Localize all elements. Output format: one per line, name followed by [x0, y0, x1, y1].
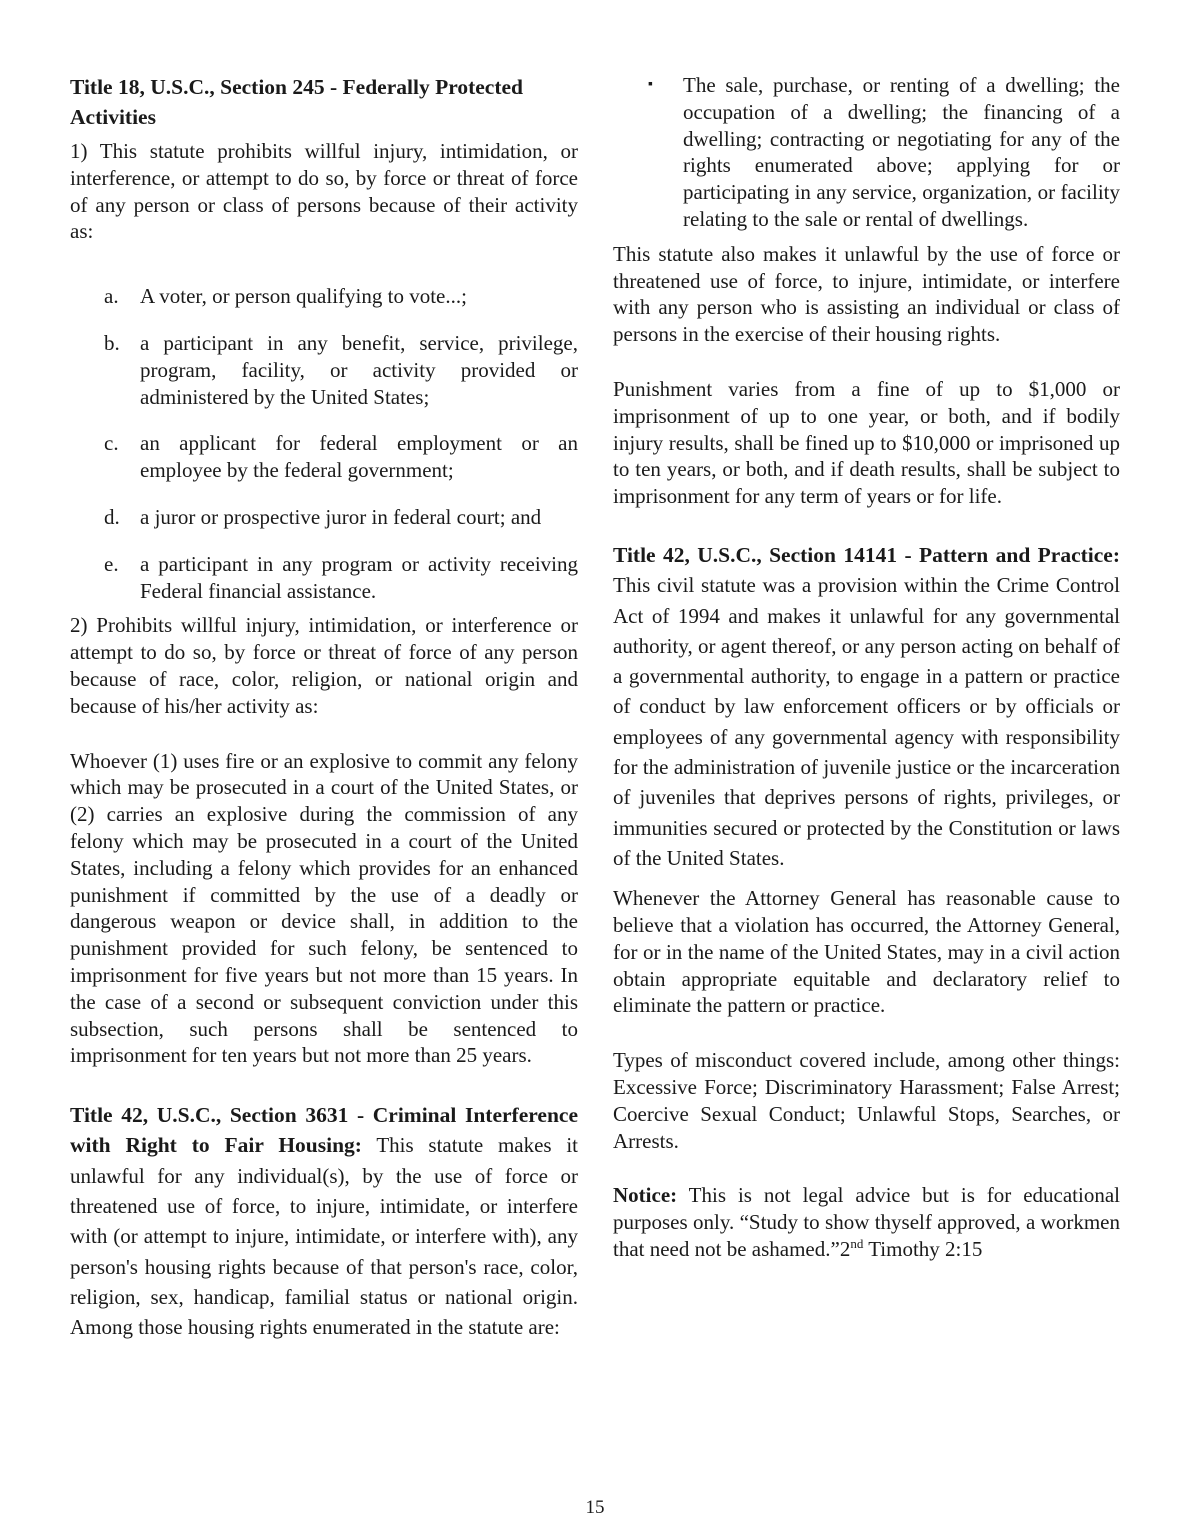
bullet-marker: ▪: [648, 77, 653, 92]
housing-rights-bullet: [613, 72, 1120, 233]
list-marker: c.: [104, 431, 119, 456]
protected-activities-list: [70, 283, 578, 604]
list-item-text: a juror or prospective juror in federal court; and: [140, 504, 542, 529]
assisting-paragraph: This statute also makes it unlawful by the use of force or threatened use of force, to injure, intimidate, or interfere with any person who is assisting an individual or class of persons in the exercise of their housing rights.: [613, 241, 1120, 347]
list-marker: e.: [104, 551, 119, 576]
list-marker: b.: [104, 330, 120, 355]
page-number: 15: [585, 1497, 605, 1518]
list-item: [70, 330, 578, 410]
section-3631-heading: Title 42, U.S.C., Section 3631 - Criminal Interference with Right to Fair Housing:: [70, 1103, 578, 1158]
misconduct-types-paragraph: Types of misconduct covered include, among other things: Excessive Force; Discriminatory Harassment; False Arrest; Coercive Sexual Conduct; Unlawful Stops, Searches, or Arrests.: [613, 1048, 1120, 1153]
section-3631-paragraph: [70, 1100, 578, 1342]
section-14141-text: This civil statute was a provision within the Crime Control Act of 1994 and makes it unlawful for any governmental authority, or agent thereof, or any person acting on behalf of a governmental authority, to engage in a pattern or practice of conduct by law enforcement officers or by officials or employees of any governmental agency with responsibility for the administration of juvenile justice or the incarceration of juveniles that deprives persons of rights, privileges, or immunities secured or protected by the Constitution or laws of the United States.: [613, 573, 1120, 870]
explosives-paragraph: Whoever (1) uses fire or an explosive to commit any felony which may be prosecuted in a court of the United States, or (2) carries an explosive during the commission of any felony which may be prosecuted in a court of the United States, including a felony which provides for an enhanced punishment if committed by the use of a deadly or dangerous weapon or device shall, in addition to the punishment provided for such felony, be sentenced to imprisonment for five years but not more than 15 years. In the case of a second or subsequent conviction under this subsection, such persons shall be sentenced to imprisonment for ten years but not more than 25 years.: [70, 748, 578, 1068]
right-column: [613, 72, 1120, 1263]
notice-text: This is not legal advice but is for educational purposes only. “Study to show thyself approved, a workmen that need not be ashamed.”2: [613, 1183, 1120, 1261]
punishment-paragraph: Punishment varies from a fine of up to $1,000 or imprisonment of up to one year, or both, and if bodily injury results, shall be fined up to $10,000 or imprisoned up to ten years, or both, and if death results, shall be subject to imprisonment for any term of years or for life.: [613, 376, 1120, 509]
list-item: [70, 430, 578, 484]
list-item-text: A voter, or person qualifying to vote...;: [140, 284, 467, 309]
section-245-paragraph-2: 2) Prohibits willful injury, intimidation, or interference or attempt to do so, by force or threat of force of any person because of race, color, religion, or national origin and because of his/her activity as:: [70, 613, 578, 718]
section-245-paragraph-1: 1) This statute prohibits willful injury, intimidation, or interference, or attempt to do so, by force or threat of force of any person or class of persons because of their activity as:: [70, 139, 578, 244]
notice-superscript: nd: [850, 1235, 864, 1251]
list-marker: d.: [104, 504, 120, 529]
section-14141-paragraph: [613, 540, 1120, 873]
section-14141-heading: Title 42, U.S.C., Section 14141 - Pattern and Practice:: [613, 542, 1120, 567]
bullet-text: The sale, purchase, or renting of a dwelling; the occupation of a dwelling; the financing of a dwelling; contracting or negotiating for any of the rights enumerated above; applying for or participating in any service, organization, or facility relating to the sale or rental of dwellings.: [683, 73, 1120, 231]
left-column: [70, 72, 578, 1342]
notice-paragraph: [613, 1182, 1120, 1262]
list-item-text: a participant in any program or activity receiving Federal financial assistance.: [140, 551, 578, 603]
list-item: [70, 283, 578, 310]
list-item-text: a participant in any benefit, service, privilege, program, facility, or activity provided or administered by the United States;: [140, 330, 578, 409]
notice-reference: Timothy 2:15: [863, 1236, 983, 1261]
list-marker: a.: [104, 284, 119, 309]
notice-label: Notice:: [613, 1183, 678, 1208]
attorney-general-paragraph: Whenever the Attorney General has reasonable cause to believe that a violation has occurred, the Attorney General, for or in the name of the United States, may in a civil action obtain appropriate equitable and declaratory relief to eliminate the pattern or practice.: [613, 886, 1120, 1018]
list-item: [70, 504, 578, 531]
list-item-text: an applicant for federal employment or an employee by the federal government;: [140, 431, 578, 483]
section-3631-text: This statute makes it unlawful for any individual(s), by the use of force or threatened use of force, to injure, intimidate, or interfere with (or attempt to injure, intimidate, or interfere with), any person's housing rights because of that person's race, color, religion, sex, handicap, familial status or national origin. Among those housing rights enumerated in the statute are:: [70, 1133, 579, 1340]
section-245-heading: Title 18, U.S.C., Section 245 - Federally Protected Activities: [70, 75, 524, 129]
list-item: [70, 551, 578, 605]
